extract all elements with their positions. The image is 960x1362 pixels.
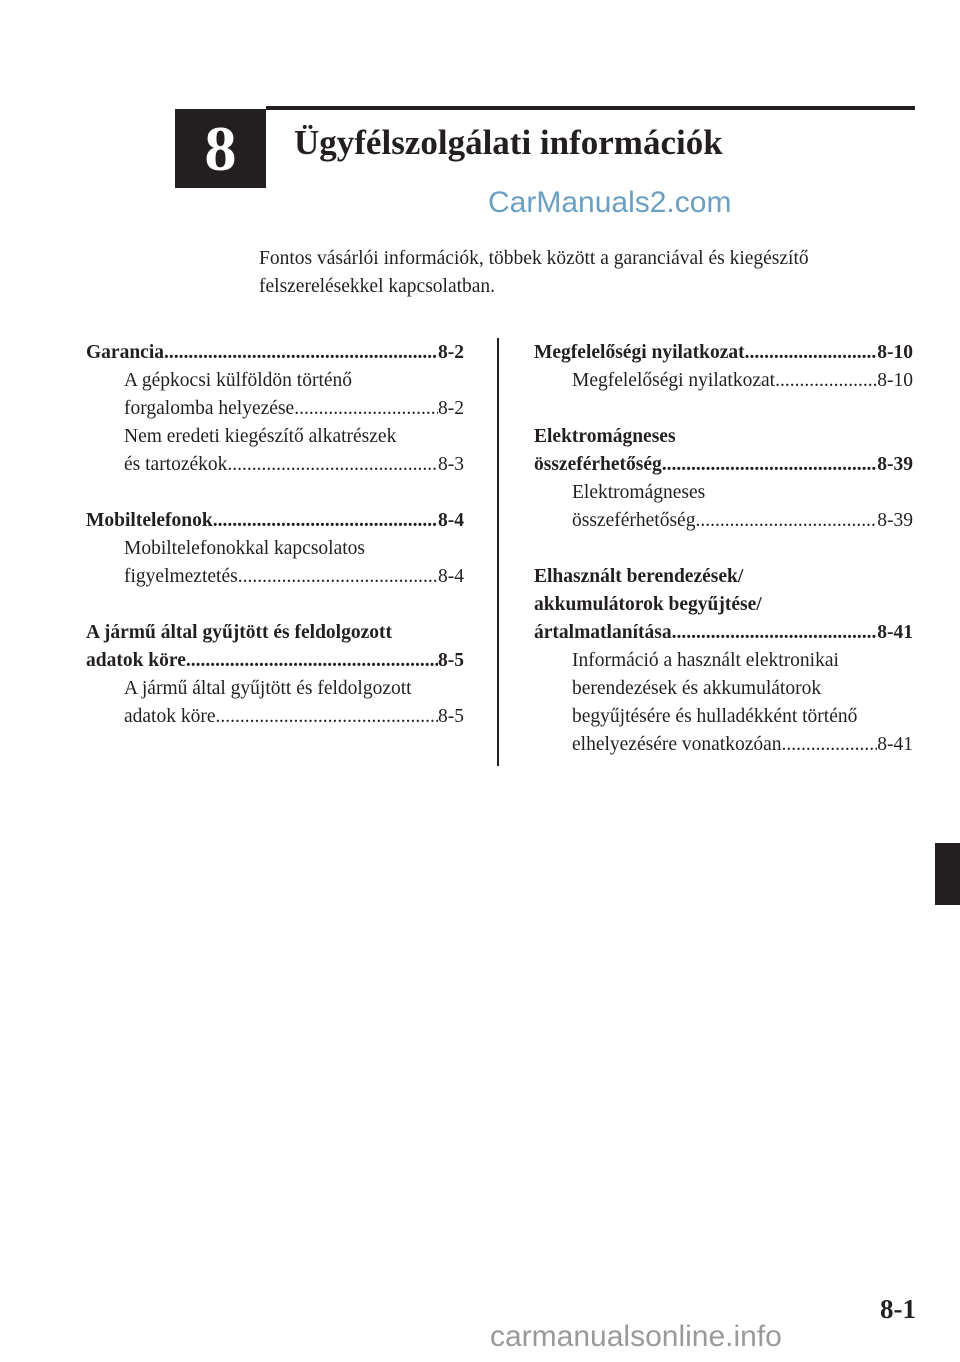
toc-section — [86, 507, 464, 591]
toc-item-text[interactable]: és tartozékok — [124, 454, 228, 475]
toc-heading-text[interactable]: ártalmatlanítása — [534, 622, 672, 643]
watermark-bottom: carmanualsonline.info — [490, 1320, 782, 1353]
chapter-number-box — [175, 109, 266, 188]
toc-heading-text[interactable]: Garancia — [86, 342, 164, 363]
toc-page-ref[interactable]: 8-5 — [438, 706, 464, 727]
toc-heading-line[interactable]: akkumulátorok begyűjtése/ — [534, 594, 762, 615]
toc-item-line[interactable]: Elektromágneses — [572, 482, 706, 503]
toc-section — [534, 339, 913, 395]
toc-section — [86, 619, 464, 731]
toc-item-text[interactable]: összeférhetőség — [572, 510, 696, 531]
toc-item-text[interactable]: forgalomba helyezése — [124, 398, 295, 419]
toc-heading-line[interactable]: Elhasznált berendezések/ — [534, 566, 744, 587]
toc-page-ref[interactable]: 8-10 — [877, 370, 913, 391]
toc-page-ref[interactable]: 8-2 — [438, 398, 464, 419]
toc-section — [86, 339, 464, 479]
chapter-intro — [259, 245, 919, 301]
toc-item-entry[interactable] — [534, 367, 913, 395]
dot-leader — [672, 619, 878, 647]
toc-right-column — [534, 339, 913, 787]
toc-page-ref[interactable]: 8-3 — [438, 454, 464, 475]
toc-item-entry[interactable] — [86, 703, 464, 731]
chapter-number: 8 — [204, 113, 237, 184]
dot-leader — [216, 703, 438, 731]
dot-leader — [745, 339, 878, 367]
toc-item-entry[interactable] — [534, 507, 913, 535]
dot-leader — [213, 507, 438, 535]
toc-heading-entry[interactable] — [86, 339, 464, 367]
toc-item-line[interactable]: Nem eredeti kiegészítő alkatrészek — [124, 426, 397, 447]
toc-item-text[interactable]: elhelyezésére vonatkozóan — [572, 734, 782, 755]
toc-heading-entry[interactable] — [534, 451, 913, 479]
dot-leader — [294, 395, 438, 423]
toc-heading-text[interactable]: adatok köre — [86, 650, 186, 671]
toc-heading-line[interactable]: Elektromágneses — [534, 426, 676, 447]
toc-page-ref[interactable]: 8-39 — [877, 510, 913, 531]
toc-heading-entry[interactable] — [86, 647, 464, 675]
chapter-side-tab — [935, 843, 960, 905]
toc-page-ref[interactable]: 8-5 — [438, 650, 464, 671]
toc-heading-text[interactable]: Mobiltelefonok — [86, 510, 213, 531]
toc-item-line[interactable]: Információ a használt elektronikai — [572, 650, 839, 671]
dot-leader — [238, 563, 438, 591]
column-divider — [497, 338, 499, 766]
dot-leader — [775, 367, 877, 395]
toc-section — [534, 423, 913, 535]
intro-line: Fontos vásárlói információk, többek között a garanciával és kiegészítő — [259, 248, 809, 269]
watermark-top: CarManuals2.com — [488, 186, 732, 219]
toc-item-text[interactable]: adatok köre — [124, 706, 216, 727]
toc-item-entry[interactable] — [86, 451, 464, 479]
toc-item-line[interactable]: begyűjtésére és hulladékként történő — [572, 706, 858, 727]
page-number: 8-1 — [880, 1294, 916, 1324]
toc-heading-line[interactable]: A jármű által gyűjtött és feldolgozott — [86, 622, 392, 643]
dot-leader — [662, 451, 877, 479]
toc-section — [534, 563, 913, 759]
toc-heading-entry[interactable] — [86, 507, 464, 535]
dot-leader — [227, 451, 438, 479]
toc-left-column — [86, 339, 464, 759]
dot-leader — [782, 731, 878, 759]
toc-page-ref[interactable]: 8-41 — [877, 734, 913, 755]
toc-page-ref[interactable]: 8-39 — [877, 454, 913, 475]
toc-item-line[interactable]: berendezések és akkumulátorok — [572, 678, 822, 699]
toc-item-entry[interactable] — [534, 731, 913, 759]
toc-item-line[interactable]: Mobiltelefonokkal kapcsolatos — [124, 538, 365, 559]
toc-heading-text[interactable]: Megfelelőségi nyilatkozat — [534, 342, 745, 363]
toc-heading-text[interactable]: összeférhetőség — [534, 454, 662, 475]
toc-item-text[interactable]: figyelmeztetés — [124, 566, 238, 587]
toc-heading-entry[interactable] — [534, 619, 913, 647]
toc-item-text[interactable]: Megfelelőségi nyilatkozat — [572, 370, 776, 391]
toc-page-ref[interactable]: 8-10 — [877, 342, 913, 363]
title-rule — [266, 106, 915, 110]
chapter-title: Ügyfélszolgálati információk — [294, 123, 723, 162]
toc-page-ref[interactable]: 8-4 — [438, 566, 464, 587]
dot-leader — [695, 507, 877, 535]
dot-leader — [186, 647, 438, 675]
toc-page-ref[interactable]: 8-41 — [877, 622, 913, 643]
intro-line: felszerelésekkel kapcsolatban. — [259, 276, 496, 297]
dot-leader — [164, 339, 438, 367]
toc-item-entry[interactable] — [86, 395, 464, 423]
toc-page-ref[interactable]: 8-2 — [438, 342, 464, 363]
toc-item-entry[interactable] — [86, 563, 464, 591]
toc-page-ref[interactable]: 8-4 — [438, 510, 464, 531]
toc-item-line[interactable]: A jármű által gyűjtött és feldolgozott — [124, 678, 412, 699]
toc-item-line[interactable]: A gépkocsi külföldön történő — [124, 370, 353, 391]
toc-heading-entry[interactable] — [534, 339, 913, 367]
